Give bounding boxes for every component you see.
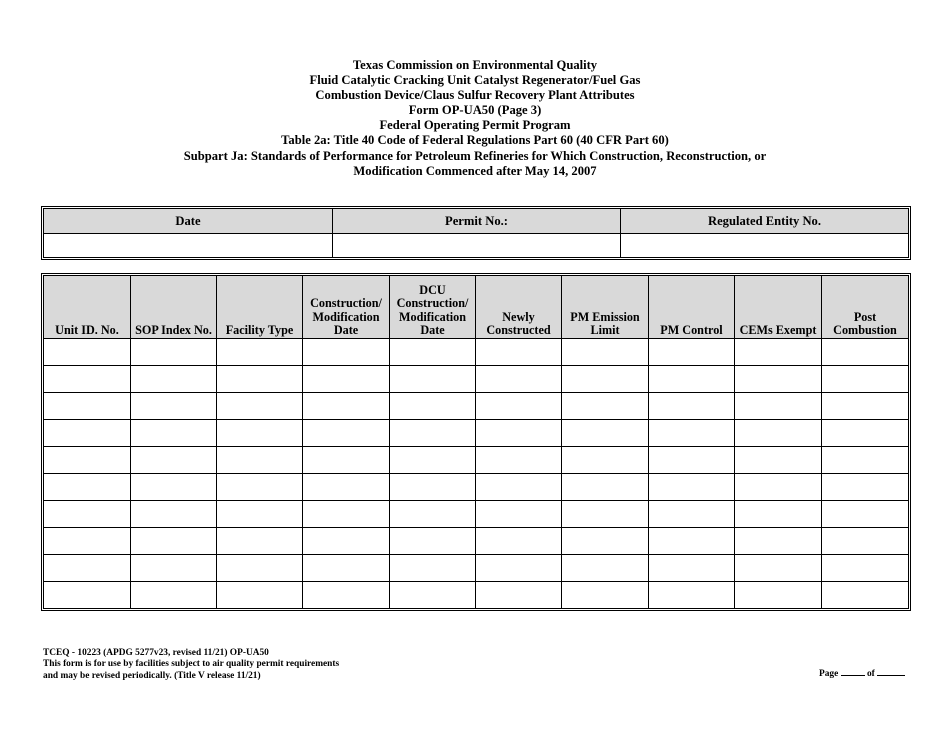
- table-cell[interactable]: [131, 555, 217, 582]
- table-cell[interactable]: [131, 582, 217, 609]
- permit-no-header: Permit No.:: [333, 209, 621, 234]
- form-usage-note: This form is for use by facilities subject to air quality permit requirements: [43, 659, 340, 670]
- table-cell[interactable]: [131, 528, 217, 555]
- table-cell[interactable]: [44, 366, 131, 393]
- page-total-field[interactable]: [877, 675, 905, 676]
- table-cell[interactable]: [131, 474, 217, 501]
- agency-title: Texas Commission on Environmental Quality: [352, 58, 598, 72]
- table-cell[interactable]: [476, 447, 562, 474]
- form-header: [0, 58, 950, 179]
- table-cell[interactable]: [390, 339, 476, 366]
- table-cell[interactable]: [217, 366, 303, 393]
- table-cell[interactable]: [303, 366, 390, 393]
- table-cell[interactable]: [390, 420, 476, 447]
- table-cell[interactable]: [390, 501, 476, 528]
- table-row: [44, 474, 909, 501]
- table-cell[interactable]: [649, 582, 735, 609]
- table-cell[interactable]: [822, 474, 909, 501]
- table-title: Table 2a: Title 40 Code of Federal Regulations Part 60 (40 CFR Part 60): [281, 133, 669, 148]
- table-cell[interactable]: [217, 501, 303, 528]
- table-cell[interactable]: [131, 420, 217, 447]
- table-cell[interactable]: [303, 420, 390, 447]
- identification-table: [43, 208, 909, 258]
- table-cell[interactable]: [822, 366, 909, 393]
- table-cell[interactable]: [649, 339, 735, 366]
- table-cell[interactable]: [44, 555, 131, 582]
- table-cell[interactable]: [131, 366, 217, 393]
- table-cell[interactable]: [303, 528, 390, 555]
- table-cell[interactable]: [217, 420, 303, 447]
- table-cell[interactable]: [735, 339, 822, 366]
- table-cell[interactable]: [562, 474, 649, 501]
- table-cell[interactable]: [735, 501, 822, 528]
- table-cell[interactable]: [217, 474, 303, 501]
- subpart-title-line-2: Modification Commenced after May 14, 2007: [353, 163, 597, 178]
- table-cell[interactable]: [476, 501, 562, 528]
- regulated-entity-field[interactable]: [621, 234, 909, 258]
- table-cell[interactable]: [649, 501, 735, 528]
- date-field[interactable]: [44, 234, 333, 258]
- table-cell[interactable]: [562, 393, 649, 420]
- page-number: [819, 669, 905, 679]
- program-name: Federal Operating Permit Program: [379, 118, 571, 133]
- table-cell[interactable]: [390, 447, 476, 474]
- table-cell[interactable]: [735, 582, 822, 609]
- table-cell[interactable]: [390, 366, 476, 393]
- table-cell[interactable]: [649, 528, 735, 555]
- table-cell[interactable]: [562, 528, 649, 555]
- table-cell[interactable]: [476, 420, 562, 447]
- table-cell[interactable]: [649, 420, 735, 447]
- table-cell[interactable]: [303, 339, 390, 366]
- table-cell[interactable]: [131, 447, 217, 474]
- subpart-title-line-1: Subpart Ja: Standards of Performance for Petroleum Refineries for Which Construction, Reconstruction, or: [183, 148, 767, 163]
- table-cell[interactable]: [822, 447, 909, 474]
- table-cell[interactable]: [649, 447, 735, 474]
- page-label: Page: [819, 669, 839, 679]
- table-cell[interactable]: [44, 582, 131, 609]
- table-cell[interactable]: [735, 420, 822, 447]
- table-cell[interactable]: [303, 393, 390, 420]
- table-cell[interactable]: [735, 447, 822, 474]
- table-cell[interactable]: [735, 528, 822, 555]
- table-cell[interactable]: [217, 339, 303, 366]
- table-cell[interactable]: [217, 555, 303, 582]
- table-cell[interactable]: [131, 393, 217, 420]
- table-cell[interactable]: [476, 339, 562, 366]
- attributes-table: [43, 275, 909, 609]
- date-header: Date: [44, 209, 333, 234]
- form-footer: [43, 648, 339, 682]
- table-cell[interactable]: [390, 528, 476, 555]
- of-label: of: [866, 669, 875, 679]
- form-revision: TCEQ - 10223 (APDG 5277v23, revised 11/21) OP-UA50: [43, 648, 269, 658]
- sop-index-header: SOP Index No.: [131, 276, 217, 339]
- table-cell[interactable]: [562, 339, 649, 366]
- table-cell[interactable]: [217, 528, 303, 555]
- table-cell[interactable]: [562, 366, 649, 393]
- table-cell[interactable]: [131, 501, 217, 528]
- table-cell[interactable]: [562, 582, 649, 609]
- page-number-field[interactable]: [841, 675, 865, 676]
- table-cell[interactable]: [44, 339, 131, 366]
- table-cell[interactable]: [822, 555, 909, 582]
- table-row: [44, 555, 909, 582]
- table-cell[interactable]: [44, 528, 131, 555]
- post-combustion-header: Post Combustion: [822, 276, 909, 339]
- table-cell[interactable]: [735, 555, 822, 582]
- table-cell[interactable]: [390, 474, 476, 501]
- attributes-table-body: [44, 339, 909, 609]
- newly-constructed-header: Newly Constructed: [476, 276, 562, 339]
- table-cell[interactable]: [562, 447, 649, 474]
- table-cell[interactable]: [822, 420, 909, 447]
- unit-title-line-1: Fluid Catalytic Cracking Unit Catalyst Regenerator/Fuel Gas: [309, 73, 641, 88]
- table-cell[interactable]: [217, 447, 303, 474]
- table-cell[interactable]: [44, 420, 131, 447]
- table-cell[interactable]: [303, 447, 390, 474]
- table-cell[interactable]: [649, 474, 735, 501]
- construction-date-header: Construction/ Modification Date: [303, 276, 390, 339]
- pm-emission-limit-header: PM Emission Limit: [562, 276, 649, 339]
- regulated-entity-header: Regulated Entity No.: [621, 209, 909, 234]
- table-cell[interactable]: [735, 474, 822, 501]
- table-row: [44, 339, 909, 366]
- table-row: [44, 366, 909, 393]
- table-row: [44, 447, 909, 474]
- table-cell[interactable]: [822, 501, 909, 528]
- dcu-construction-date-header: DCU Construction/ Modification Date: [390, 276, 476, 339]
- facility-type-header: Facility Type: [217, 276, 303, 339]
- cems-exempt-header: CEMs Exempt: [735, 276, 822, 339]
- table-cell[interactable]: [476, 528, 562, 555]
- table-row: [44, 393, 909, 420]
- table-cell[interactable]: [303, 474, 390, 501]
- table-cell[interactable]: [131, 339, 217, 366]
- table-cell[interactable]: [562, 501, 649, 528]
- table-row: [44, 528, 909, 555]
- table-cell[interactable]: [44, 393, 131, 420]
- table-cell[interactable]: [303, 555, 390, 582]
- table-cell[interactable]: [649, 393, 735, 420]
- unit-title-line-2: Combustion Device/Claus Sulfur Recovery Plant Attributes: [315, 88, 635, 103]
- table-cell[interactable]: [649, 366, 735, 393]
- unit-id-header: Unit ID. No.: [44, 276, 131, 339]
- table-cell[interactable]: [562, 555, 649, 582]
- table-cell[interactable]: [735, 366, 822, 393]
- table-row: [44, 501, 909, 528]
- table-cell[interactable]: [390, 582, 476, 609]
- table-cell[interactable]: [303, 582, 390, 609]
- table-cell[interactable]: [44, 447, 131, 474]
- permit-no-field[interactable]: [333, 234, 621, 258]
- table-cell[interactable]: [476, 366, 562, 393]
- table-row: [44, 582, 909, 609]
- table-cell[interactable]: [44, 474, 131, 501]
- table-cell[interactable]: [822, 528, 909, 555]
- table-cell[interactable]: [562, 420, 649, 447]
- table-cell[interactable]: [476, 474, 562, 501]
- form-release-note: and may be revised periodically. (Title V release 11/21): [43, 670, 261, 681]
- table-cell[interactable]: [822, 582, 909, 609]
- table-cell[interactable]: [217, 582, 303, 609]
- form-number: Form OP-UA50 (Page 3): [408, 103, 542, 118]
- table-cell[interactable]: [476, 555, 562, 582]
- table-cell[interactable]: [476, 393, 562, 420]
- table-cell[interactable]: [822, 339, 909, 366]
- table-cell[interactable]: [217, 393, 303, 420]
- table-cell[interactable]: [390, 393, 476, 420]
- table-cell[interactable]: [390, 555, 476, 582]
- table-cell[interactable]: [303, 501, 390, 528]
- table-cell[interactable]: [44, 501, 131, 528]
- table-row: [44, 420, 909, 447]
- table-cell[interactable]: [649, 555, 735, 582]
- table-cell[interactable]: [476, 582, 562, 609]
- table-cell[interactable]: [822, 393, 909, 420]
- pm-control-header: PM Control: [649, 276, 735, 339]
- table-cell[interactable]: [735, 393, 822, 420]
